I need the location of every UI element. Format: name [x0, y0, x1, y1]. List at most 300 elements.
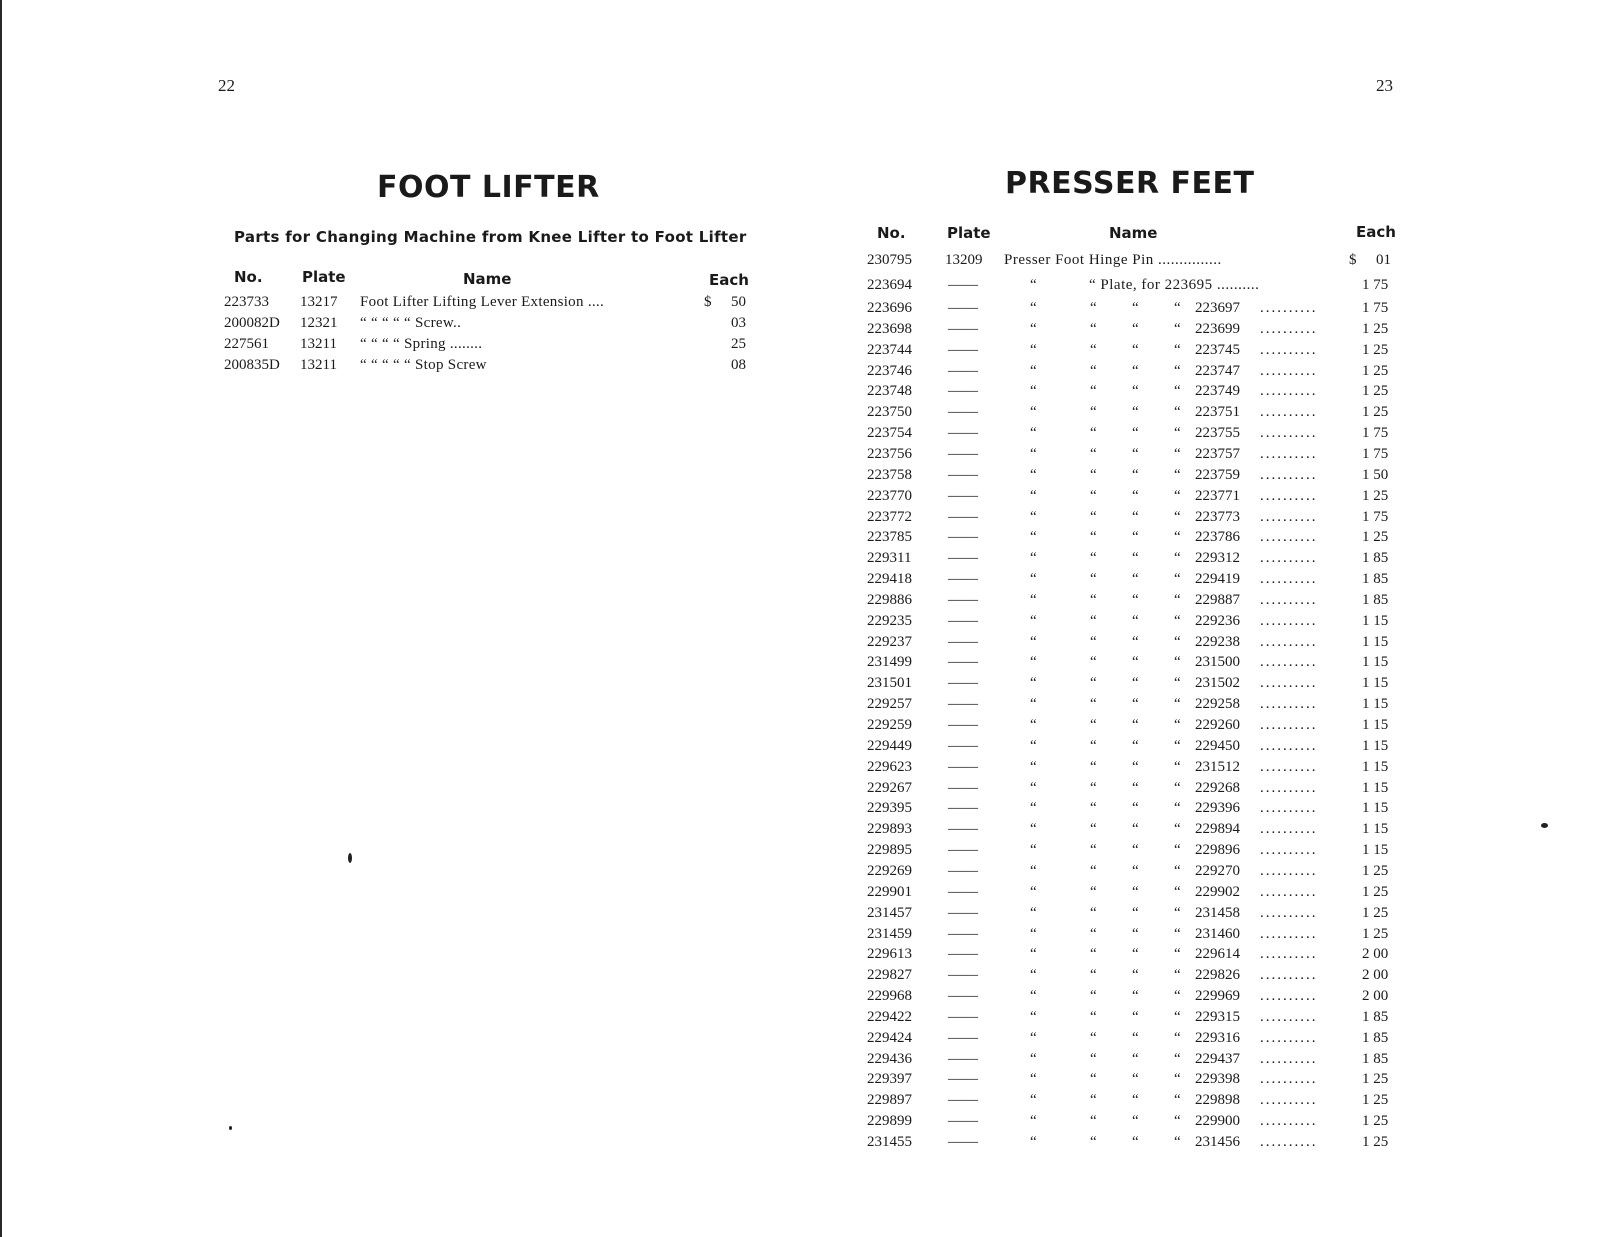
- ditto-mark: “: [1030, 1009, 1037, 1025]
- plate-dash: ——: [948, 383, 978, 399]
- plate-dash: ——: [948, 1113, 978, 1129]
- ditto-mark: “: [1090, 696, 1097, 712]
- price-each: 1 25: [1362, 863, 1389, 879]
- price-each: 1 15: [1362, 634, 1389, 650]
- table-row: [0, 696, 1600, 716]
- ditto-mark: “: [1132, 404, 1139, 420]
- ditto-mark: “: [1030, 509, 1037, 525]
- part-number: 223772: [867, 509, 912, 525]
- table-row: [0, 252, 1600, 272]
- price-each: 2 00: [1362, 946, 1389, 962]
- foot-lifter-header-plate: Plate: [302, 268, 346, 286]
- leader-dots: ..........: [1260, 488, 1318, 504]
- price-each: 1 50: [1362, 467, 1389, 483]
- table-row: [0, 467, 1600, 487]
- part-number: 223748: [867, 383, 912, 399]
- ditto-mark: “: [1090, 342, 1097, 358]
- reference-part-number: 223771: [1195, 488, 1240, 504]
- price-each: 1 25: [1362, 884, 1389, 900]
- plate-dash: ——: [948, 404, 978, 420]
- ditto-mark: “: [1030, 863, 1037, 879]
- price-each: 2 00: [1362, 988, 1389, 1004]
- plate-dash: ——: [948, 1134, 978, 1150]
- price-each: 1 75: [1362, 277, 1389, 293]
- part-number: 229895: [867, 842, 912, 858]
- table-row: [0, 363, 1600, 383]
- presser-feet-header-plate: Plate: [947, 224, 991, 242]
- reference-part-number: 229316: [1195, 1030, 1240, 1046]
- ditto-mark: “: [1174, 404, 1181, 420]
- reference-part-number: 229258: [1195, 696, 1240, 712]
- part-name: “ “ “ “ “ Stop Screw: [360, 357, 487, 373]
- plate-dash: ——: [948, 613, 978, 629]
- ditto-mark: “: [1174, 696, 1181, 712]
- ditto-mark: “: [1030, 592, 1037, 608]
- plate-dash: ——: [948, 529, 978, 545]
- reference-part-number: 229969: [1195, 988, 1240, 1004]
- part-number: 223750: [867, 404, 912, 420]
- table-row: [0, 800, 1600, 820]
- price-each: 1 25: [1362, 404, 1389, 420]
- ditto-mark: “: [1174, 1071, 1181, 1087]
- ditto-mark: “: [1090, 571, 1097, 587]
- table-row: [0, 780, 1600, 800]
- ditto-mark: “: [1030, 738, 1037, 754]
- leader-dots: ..........: [1260, 654, 1318, 670]
- part-number: 223758: [867, 467, 912, 483]
- ditto-mark: “: [1030, 1051, 1037, 1067]
- ditto-mark: “: [1090, 363, 1097, 379]
- leader-dots: ..........: [1260, 926, 1318, 942]
- plate-dash: ——: [948, 884, 978, 900]
- ditto-mark: “: [1030, 821, 1037, 837]
- plate-dash: ——: [948, 1030, 978, 1046]
- ditto-mark: “: [1174, 654, 1181, 670]
- part-number: 223694: [867, 277, 912, 293]
- table-row: [0, 529, 1600, 549]
- ditto-mark: “: [1174, 759, 1181, 775]
- ditto-mark: “: [1030, 967, 1037, 983]
- table-row: [0, 425, 1600, 445]
- ditto-mark: “: [1174, 467, 1181, 483]
- table-row: [0, 717, 1600, 737]
- table-row: [0, 863, 1600, 883]
- part-number: 223754: [867, 425, 912, 441]
- plate-dash: ——: [948, 696, 978, 712]
- ditto-mark: “: [1090, 467, 1097, 483]
- plate-number: 13211: [300, 357, 337, 373]
- plate-dash: ——: [948, 738, 978, 754]
- ditto-mark: “: [1132, 1071, 1139, 1087]
- presser-feet-header-name: Name: [1109, 224, 1158, 242]
- leader-dots: ..........: [1260, 675, 1318, 691]
- price-each: 1 75: [1362, 446, 1389, 462]
- price-each: 1 15: [1362, 675, 1389, 691]
- leader-dots: ..........: [1260, 759, 1318, 775]
- ditto-mark: “: [1174, 1113, 1181, 1129]
- plate-dash: ——: [948, 1092, 978, 1108]
- plate-dash: ——: [948, 717, 978, 733]
- ditto-mark: “: [1132, 1092, 1139, 1108]
- plate-dash: ——: [948, 905, 978, 921]
- dollar-sign: $: [704, 294, 712, 310]
- price-each: 1 15: [1362, 696, 1389, 712]
- ditto-mark: “: [1174, 488, 1181, 504]
- ditto-mark: “: [1090, 425, 1097, 441]
- reference-part-number: 231500: [1195, 654, 1240, 670]
- scan-speck: [1541, 823, 1548, 828]
- price-each: 1 25: [1362, 1092, 1389, 1108]
- table-row: [0, 926, 1600, 946]
- plate-dash: ——: [948, 821, 978, 837]
- price-each: 1 25: [1362, 1113, 1389, 1129]
- part-number: 229269: [867, 863, 912, 879]
- leader-dots: ..........: [1260, 321, 1318, 337]
- leader-dots: ..........: [1260, 967, 1318, 983]
- leader-dots: ..........: [1260, 425, 1318, 441]
- reference-part-number: 229312: [1195, 550, 1240, 566]
- reference-part-number: 223773: [1195, 509, 1240, 525]
- leader-dots: ..........: [1260, 842, 1318, 858]
- part-number: 229436: [867, 1051, 912, 1067]
- part-number: 229827: [867, 967, 912, 983]
- leader-dots: ..........: [1260, 738, 1318, 754]
- price-each: 1 85: [1362, 1009, 1389, 1025]
- ditto-mark: “: [1174, 884, 1181, 900]
- plate-dash: ——: [948, 863, 978, 879]
- table-row: [0, 446, 1600, 466]
- leader-dots: ..........: [1260, 1030, 1318, 1046]
- price-each: 1 15: [1362, 717, 1389, 733]
- ditto-mark: “: [1090, 717, 1097, 733]
- leader-dots: ..........: [1260, 884, 1318, 900]
- part-number: 223698: [867, 321, 912, 337]
- ditto-mark: “: [1132, 592, 1139, 608]
- ditto-mark: “: [1174, 863, 1181, 879]
- leader-dots: ..........: [1260, 404, 1318, 420]
- price-each: 1 75: [1362, 509, 1389, 525]
- table-row: [0, 967, 1600, 987]
- ditto-mark: “: [1090, 800, 1097, 816]
- part-name: Foot Lifter Lifting Lever Extension ....: [360, 294, 605, 310]
- ditto-mark: “: [1132, 780, 1139, 796]
- ditto-mark: “: [1090, 592, 1097, 608]
- ditto-mark: “: [1132, 821, 1139, 837]
- leader-dots: ..........: [1260, 467, 1318, 483]
- part-number: 230795: [867, 252, 912, 268]
- reference-part-number: 223697: [1195, 300, 1240, 316]
- reference-part-number: 229614: [1195, 946, 1240, 962]
- reference-part-number: 229315: [1195, 1009, 1240, 1025]
- ditto-mark: “: [1132, 863, 1139, 879]
- ditto-mark: “: [1174, 926, 1181, 942]
- reference-part-number: 229236: [1195, 613, 1240, 629]
- ditto-mark: “: [1174, 634, 1181, 650]
- price-each: 1 25: [1362, 383, 1389, 399]
- reference-part-number: 223747: [1195, 363, 1240, 379]
- presser-feet-title: PRESSER FEET: [1005, 166, 1255, 201]
- ditto-mark: “: [1030, 717, 1037, 733]
- reference-part-number: 229826: [1195, 967, 1240, 983]
- reference-part-number: 223745: [1195, 342, 1240, 358]
- plate-dash: ——: [948, 300, 978, 316]
- ditto-mark: “: [1030, 363, 1037, 379]
- leader-dots: ..........: [1260, 1009, 1318, 1025]
- price-each: 08: [731, 357, 746, 373]
- ditto-mark: “: [1030, 780, 1037, 796]
- plate-dash: ——: [948, 1051, 978, 1067]
- reference-part-number: 229398: [1195, 1071, 1240, 1087]
- part-number: 223756: [867, 446, 912, 462]
- ditto-mark: “: [1132, 488, 1139, 504]
- table-row: [0, 905, 1600, 925]
- ditto-mark: “: [1030, 1092, 1037, 1108]
- ditto-mark: “: [1132, 425, 1139, 441]
- ditto-mark: “: [1174, 675, 1181, 691]
- ditto-mark: “: [1090, 675, 1097, 691]
- price-each: 1 75: [1362, 425, 1389, 441]
- ditto-mark: “: [1030, 467, 1037, 483]
- ditto-mark: “: [1030, 488, 1037, 504]
- ditto-mark: “: [1132, 842, 1139, 858]
- ditto-mark: “: [1174, 946, 1181, 962]
- ditto-mark: “: [1090, 1009, 1097, 1025]
- ditto-mark: “: [1090, 321, 1097, 337]
- ditto-mark: “: [1030, 571, 1037, 587]
- part-number: 229899: [867, 1113, 912, 1129]
- plate-dash: ——: [948, 321, 978, 337]
- part-number: 229893: [867, 821, 912, 837]
- ditto-mark: “: [1090, 1071, 1097, 1087]
- table-row: [0, 1092, 1600, 1112]
- table-row: [0, 321, 1600, 341]
- ditto-mark: “: [1132, 696, 1139, 712]
- part-number: 229237: [867, 634, 912, 650]
- table-row: [0, 842, 1600, 862]
- ditto-mark: “: [1174, 446, 1181, 462]
- table-row: [0, 300, 1600, 320]
- plate-dash: ——: [948, 654, 978, 670]
- table-row: [0, 592, 1600, 612]
- ditto-mark: “: [1030, 1134, 1037, 1150]
- reference-part-number: 229419: [1195, 571, 1240, 587]
- reference-part-number: 231458: [1195, 905, 1240, 921]
- part-number: 223733: [224, 294, 269, 310]
- ditto-mark: “: [1090, 780, 1097, 796]
- leader-dots: ..........: [1260, 613, 1318, 629]
- ditto-mark: “: [1132, 800, 1139, 816]
- price-each: 1 25: [1362, 363, 1389, 379]
- reference-part-number: 231460: [1195, 926, 1240, 942]
- ditto-mark: “: [1174, 738, 1181, 754]
- table-row: [0, 821, 1600, 841]
- part-number: 229311: [867, 550, 912, 566]
- foot-lifter-header-name: Name: [463, 270, 512, 288]
- table-row: [0, 488, 1600, 508]
- plate-dash: ——: [948, 634, 978, 650]
- price-each: 1 85: [1362, 592, 1389, 608]
- table-row: [0, 988, 1600, 1008]
- reference-part-number: 223786: [1195, 529, 1240, 545]
- ditto-mark: “: [1132, 1134, 1139, 1150]
- leader-dots: ..........: [1260, 1092, 1318, 1108]
- leader-dots: ..........: [1260, 988, 1318, 1004]
- leader-dots: ..........: [1260, 1113, 1318, 1129]
- ditto-mark: “: [1132, 550, 1139, 566]
- ditto-mark: “: [1030, 446, 1037, 462]
- part-number: 227561: [224, 336, 269, 352]
- ditto-mark: “: [1174, 300, 1181, 316]
- leader-dots: ..........: [1260, 863, 1318, 879]
- price-each: 1 15: [1362, 654, 1389, 670]
- ditto-mark: “: [1030, 342, 1037, 358]
- ditto-mark: “: [1090, 1051, 1097, 1067]
- table-row: [0, 550, 1600, 570]
- table-row: [0, 509, 1600, 529]
- ditto-mark: “: [1174, 780, 1181, 796]
- plate-dash: ——: [948, 571, 978, 587]
- part-name: “ Plate, for 223695 ..........: [1089, 277, 1260, 293]
- table-row: [0, 1113, 1600, 1133]
- ditto-mark: “: [1090, 738, 1097, 754]
- part-number: 231459: [867, 926, 912, 942]
- scan-speck: [348, 853, 352, 863]
- ditto-mark: “: [1030, 675, 1037, 691]
- table-row: [0, 1009, 1600, 1029]
- part-number: 229395: [867, 800, 912, 816]
- leader-dots: ..........: [1260, 634, 1318, 650]
- price-each: 1 15: [1362, 842, 1389, 858]
- ditto-mark: “: [1090, 529, 1097, 545]
- ditto-mark: “: [1174, 342, 1181, 358]
- part-number: 229259: [867, 717, 912, 733]
- reference-part-number: 223749: [1195, 383, 1240, 399]
- part-number: 229267: [867, 780, 912, 796]
- foot-lifter-header-no: No.: [234, 268, 263, 286]
- reference-part-number: 229898: [1195, 1092, 1240, 1108]
- price-each: 01: [1376, 252, 1391, 268]
- plate-dash: ——: [948, 509, 978, 525]
- ditto-mark: “: [1090, 446, 1097, 462]
- price-each: 1 75: [1362, 300, 1389, 316]
- ditto-mark: “: [1030, 696, 1037, 712]
- price-each: 1 85: [1362, 550, 1389, 566]
- ditto-mark: “: [1174, 1009, 1181, 1025]
- price-each: 2 00: [1362, 967, 1389, 983]
- leader-dots: ..........: [1260, 696, 1318, 712]
- table-row: [0, 946, 1600, 966]
- plate-dash: ——: [948, 446, 978, 462]
- reference-part-number: 229896: [1195, 842, 1240, 858]
- foot-lifter-subtitle: Parts for Changing Machine from Knee Lifter to Foot Lifter: [234, 228, 747, 246]
- ditto-mark: “: [1132, 321, 1139, 337]
- ditto-mark: “: [1132, 759, 1139, 775]
- ditto-mark: “: [1132, 884, 1139, 900]
- part-number: 223785: [867, 529, 912, 545]
- plate-dash: ——: [948, 842, 978, 858]
- plate-dash: ——: [948, 759, 978, 775]
- plate-number: 13211: [300, 336, 337, 352]
- plate-dash: ——: [948, 425, 978, 441]
- ditto-mark: “: [1090, 488, 1097, 504]
- plate-dash: ——: [948, 926, 978, 942]
- price-each: 1 85: [1362, 1030, 1389, 1046]
- ditto-mark: “: [1030, 946, 1037, 962]
- part-number: 223746: [867, 363, 912, 379]
- table-row: [0, 1071, 1600, 1091]
- reference-part-number: 229437: [1195, 1051, 1240, 1067]
- ditto-mark: “: [1090, 1113, 1097, 1129]
- part-number: 229897: [867, 1092, 912, 1108]
- ditto-mark: “: [1132, 300, 1139, 316]
- plate-dash: ——: [948, 1071, 978, 1087]
- part-number: 229886: [867, 592, 912, 608]
- price-each: 1 25: [1362, 529, 1389, 545]
- ditto-mark: “: [1174, 383, 1181, 399]
- foot-lifter-title: FOOT LIFTER: [377, 170, 600, 205]
- part-number: 229613: [867, 946, 912, 962]
- foot-lifter-header-each: Each: [709, 271, 749, 289]
- ditto-mark: “: [1030, 321, 1037, 337]
- leader-dots: ..........: [1260, 571, 1318, 587]
- ditto-mark: “: [1090, 613, 1097, 629]
- ditto-mark: “: [1090, 634, 1097, 650]
- ditto-mark: “: [1174, 1092, 1181, 1108]
- table-row: [0, 738, 1600, 758]
- part-number: 229397: [867, 1071, 912, 1087]
- ditto-mark: “: [1132, 926, 1139, 942]
- reference-part-number: 229902: [1195, 884, 1240, 900]
- plate-number: 13217: [300, 294, 338, 310]
- price-each: 1 25: [1362, 1134, 1389, 1150]
- part-number: 200835D: [224, 357, 280, 373]
- table-row: [0, 884, 1600, 904]
- leader-dots: ..........: [1260, 1051, 1318, 1067]
- part-number: 229422: [867, 1009, 912, 1025]
- leader-dots: ..........: [1260, 821, 1318, 837]
- price-each: 1 85: [1362, 571, 1389, 587]
- ditto-mark: “: [1132, 1113, 1139, 1129]
- plate-dash: ——: [948, 675, 978, 691]
- plate-dash: ——: [948, 946, 978, 962]
- part-number: 229235: [867, 613, 912, 629]
- ditto-mark: “: [1090, 842, 1097, 858]
- table-row: [0, 1030, 1600, 1050]
- reference-part-number: 229900: [1195, 1113, 1240, 1129]
- ditto-mark: “: [1090, 1134, 1097, 1150]
- plate-dash: ——: [948, 342, 978, 358]
- ditto-mark: “: [1132, 654, 1139, 670]
- ditto-mark: “: [1132, 571, 1139, 587]
- ditto-mark: “: [1174, 509, 1181, 525]
- part-number: 229968: [867, 988, 912, 1004]
- leader-dots: ..........: [1260, 550, 1318, 566]
- table-row: [0, 759, 1600, 779]
- ditto-mark: “: [1030, 759, 1037, 775]
- ditto-mark: “: [1030, 842, 1037, 858]
- table-row: [0, 1134, 1600, 1154]
- ditto-mark: “: [1132, 634, 1139, 650]
- ditto-mark: “: [1030, 425, 1037, 441]
- part-name: Presser Foot Hinge Pin ...............: [1004, 252, 1222, 268]
- part-number: 223744: [867, 342, 912, 358]
- table-row: [0, 675, 1600, 695]
- ditto-mark: “: [1174, 717, 1181, 733]
- ditto-mark: “: [1030, 988, 1037, 1004]
- table-row: [0, 277, 1600, 297]
- ditto-mark: “: [1090, 1092, 1097, 1108]
- ditto-mark: “: [1132, 613, 1139, 629]
